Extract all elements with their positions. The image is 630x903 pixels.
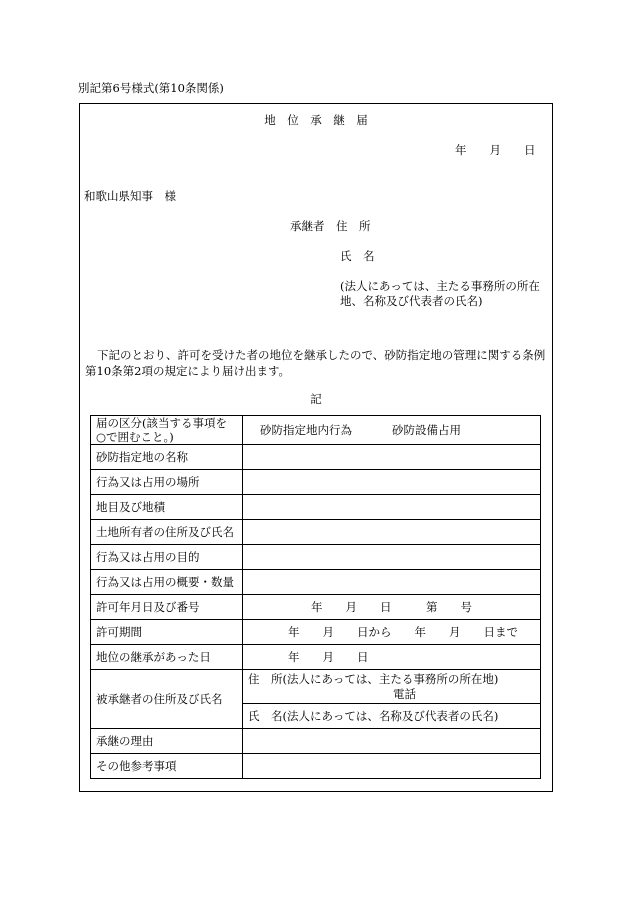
table-row (91, 495, 541, 520)
row-label: 土地所有者の住所及び氏名 (91, 520, 243, 545)
statement-line-2: 第10条第2項の規定により届け出ます。 (85, 364, 291, 378)
predecessor-address-cell (243, 670, 541, 704)
successor-address-label: 承継者 住 所 (290, 219, 371, 233)
row-label: 行為又は占用の概要・数量 (91, 570, 243, 595)
row-value (243, 445, 541, 470)
predecessor-phone-label: 電話 (393, 686, 416, 701)
succession-date-value: 年 月 日 (243, 645, 541, 670)
table-row (91, 729, 541, 754)
ki-heading: 記 (310, 392, 322, 406)
statement-line-1: 下記のとおり、許可を受けた者の地位を継承したので、砂防指定地の管理に関する条例 (97, 348, 546, 362)
form-number: 別記第6号様式(第10条関係) (78, 81, 224, 95)
permit-date-number-value: 年 月 日 第 号 (243, 595, 541, 620)
predecessor-address-label: 住 所(法人にあっては、主たる事務所の所在地) (248, 671, 499, 686)
table-row (91, 570, 541, 595)
row-label: 地目及び地積 (91, 495, 243, 520)
category-option-restricted-area-act: 砂防指定地内行為 (260, 423, 352, 437)
table-row (91, 445, 541, 470)
category-option-facility-occupancy: 砂防設備占用 (392, 423, 461, 437)
row-label: 承継の理由 (91, 729, 243, 754)
table-row (91, 520, 541, 545)
row-value (243, 470, 541, 495)
corporate-note-line-1: (法人にあっては、主たる事務所の所在 (340, 279, 540, 293)
table-row (91, 545, 541, 570)
row-label: 行為又は占用の目的 (91, 545, 243, 570)
category-label-cell (91, 416, 243, 445)
addressee: 和歌山県知事 様 (84, 189, 176, 203)
corporate-note-line-2: 地、名称及び代表者の氏名) (340, 294, 483, 308)
form-title: 地 位 承 継 届 (264, 113, 368, 127)
table-row (91, 754, 541, 779)
row-label: 許可年月日及び番号 (91, 595, 243, 620)
row-label: 許可期間 (91, 620, 243, 645)
row-label: その他参考事項 (91, 754, 243, 779)
table-row-category (91, 416, 541, 445)
permit-period-value: 年 月 日から 年 月 日まで (243, 620, 541, 645)
row-value (243, 754, 541, 779)
row-label: 行為又は占用の場所 (91, 470, 243, 495)
row-label: 砂防指定地の名称 (91, 445, 243, 470)
category-label-line-2: ○で囲むこと。) (96, 430, 174, 444)
row-label: 地位の継承があった日 (91, 645, 243, 670)
details-table (90, 415, 541, 779)
table-row (91, 470, 541, 495)
row-value (243, 545, 541, 570)
row-value (243, 729, 541, 754)
successor-name-label: 氏 名 (340, 249, 375, 263)
predecessor-name-label: 氏 名(法人にあっては、名称及び代表者の氏名) (243, 704, 541, 729)
predecessor-label: 被承継者の住所及び氏名 (91, 670, 243, 729)
category-options-cell (243, 416, 541, 445)
table-row-predecessor-address (91, 670, 541, 704)
table-row-permit-date (91, 595, 541, 620)
category-label-line-1: 届の区分(該当する事項を (96, 416, 227, 430)
row-value (243, 495, 541, 520)
submission-date: 年 月 日 (455, 143, 536, 157)
row-value (243, 520, 541, 545)
row-value (243, 570, 541, 595)
table-row-succession-date (91, 645, 541, 670)
table-row-permit-period (91, 620, 541, 645)
